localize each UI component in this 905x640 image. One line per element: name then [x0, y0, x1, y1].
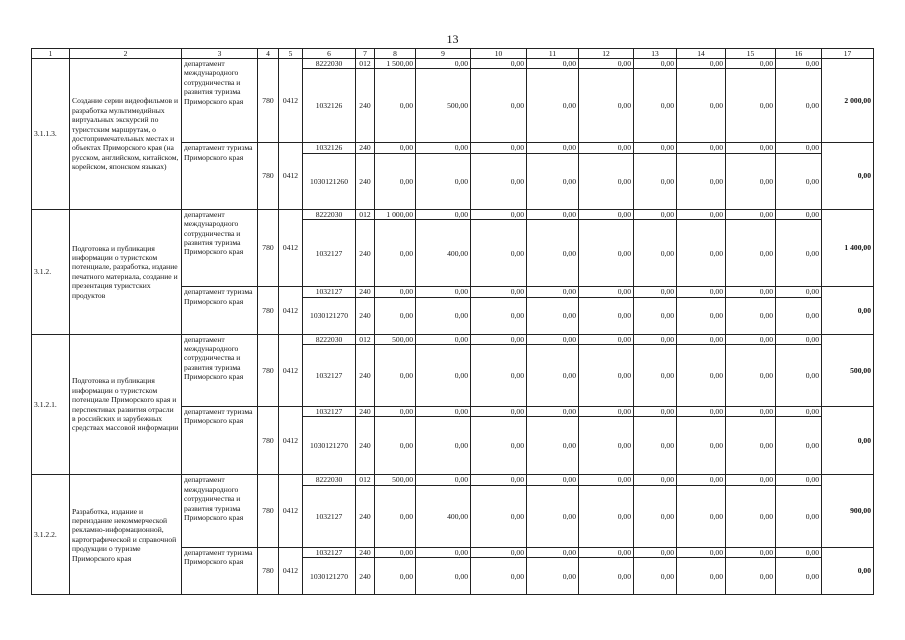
- amount-cell: 0,00: [416, 417, 471, 475]
- amount-cell: 0,00: [471, 334, 527, 344]
- amount-cell: 0,00: [527, 334, 579, 344]
- amount-cell: 0,00: [579, 220, 634, 287]
- amount-cell: 0,00: [677, 69, 726, 143]
- code-target: 8222030: [303, 475, 356, 485]
- amount-cell: 0,00: [471, 143, 527, 153]
- column-header: 11: [527, 49, 579, 59]
- amount-cell: 0,00: [634, 345, 677, 407]
- amount-cell: 0,00: [776, 475, 822, 485]
- amount-cell: 0,00: [634, 287, 677, 297]
- amount-cell: 0,00: [471, 407, 527, 417]
- amount-cell: 0,00: [726, 209, 776, 219]
- budget-table: [31, 48, 874, 595]
- amount-cell: 0,00: [677, 59, 726, 69]
- amount-cell: 0,00: [416, 287, 471, 297]
- amount-cell: 0,00: [416, 407, 471, 417]
- amount-cell: 0,00: [634, 547, 677, 557]
- total-amount: 0,00: [822, 407, 874, 475]
- amount-cell: 0,00: [776, 220, 822, 287]
- item-index: 3.1.2.2.: [32, 475, 70, 595]
- amount-cell: 0,00: [726, 69, 776, 143]
- item-index: 3.1.2.: [32, 209, 70, 334]
- amount-cell: 0,00: [726, 220, 776, 287]
- code-type: 240: [356, 143, 375, 153]
- column-header: 8: [375, 49, 416, 59]
- amount-cell: 0,00: [677, 558, 726, 595]
- amount-cell: 0,00: [726, 558, 776, 595]
- code-ministry: 780: [258, 209, 279, 286]
- amount-cell: 0,00: [527, 69, 579, 143]
- amount-cell: 0,00: [375, 220, 416, 287]
- amount-cell: 0,00: [527, 209, 579, 219]
- amount-cell: 0,00: [776, 345, 822, 407]
- code-section: 0412: [279, 287, 303, 334]
- amount-cell: 0,00: [375, 143, 416, 153]
- code-type: 012: [356, 209, 375, 219]
- amount-cell: 0,00: [634, 297, 677, 334]
- amount-cell: 0,00: [471, 475, 527, 485]
- code-target: 1030121260: [303, 153, 356, 209]
- code-target: 1032126: [303, 69, 356, 143]
- amount-cell: 0,00: [471, 297, 527, 334]
- column-header: 5: [279, 49, 303, 59]
- column-header: 13: [634, 49, 677, 59]
- amount-cell: 0,00: [677, 475, 726, 485]
- code-section: 0412: [279, 59, 303, 143]
- code-section: 0412: [279, 407, 303, 475]
- amount-cell: 0,00: [579, 475, 634, 485]
- amount-cell: 0,00: [776, 417, 822, 475]
- total-amount: 1 400,00: [822, 209, 874, 286]
- item-index: 3.1.1.3.: [32, 59, 70, 210]
- amount-cell: 0,00: [375, 297, 416, 334]
- code-type: 240: [356, 558, 375, 595]
- amount-cell: 0,00: [579, 417, 634, 475]
- amount-cell: 0,00: [776, 547, 822, 557]
- amount-cell: 0,00: [416, 334, 471, 344]
- table-row: [32, 209, 874, 219]
- table-row: [32, 475, 874, 485]
- amount-cell: 1 000,00: [375, 209, 416, 219]
- item-index: 3.1.2.1.: [32, 334, 70, 475]
- amount-cell: 0,00: [677, 287, 726, 297]
- amount-cell: 0,00: [579, 297, 634, 334]
- amount-cell: 0,00: [634, 485, 677, 547]
- amount-cell: 1 500,00: [375, 59, 416, 69]
- code-target: 8222030: [303, 59, 356, 69]
- amount-cell: 0,00: [527, 59, 579, 69]
- responsible-org: департамент международного сотрудничества и развития туризма Приморского края: [182, 209, 258, 286]
- amount-cell: 0,00: [375, 558, 416, 595]
- amount-cell: 0,00: [776, 407, 822, 417]
- amount-cell: 0,00: [579, 143, 634, 153]
- amount-cell: 0,00: [726, 287, 776, 297]
- table-row: [32, 334, 874, 344]
- amount-cell: 0,00: [527, 297, 579, 334]
- column-header: 15: [726, 49, 776, 59]
- amount-cell: 0,00: [776, 209, 822, 219]
- amount-cell: 0,00: [527, 558, 579, 595]
- amount-cell: 0,00: [776, 153, 822, 209]
- amount-cell: 0,00: [634, 475, 677, 485]
- amount-cell: 0,00: [471, 220, 527, 287]
- amount-cell: 0,00: [527, 153, 579, 209]
- amount-cell: 0,00: [527, 547, 579, 557]
- code-type: 240: [356, 485, 375, 547]
- amount-cell: 0,00: [471, 59, 527, 69]
- amount-cell: 0,00: [416, 59, 471, 69]
- code-type: 240: [356, 407, 375, 417]
- amount-cell: 0,00: [726, 475, 776, 485]
- code-type: 012: [356, 475, 375, 485]
- amount-cell: 0,00: [634, 69, 677, 143]
- total-amount: 0,00: [822, 287, 874, 334]
- amount-cell: 500,00: [375, 334, 416, 344]
- amount-cell: 0,00: [579, 59, 634, 69]
- code-type: 240: [356, 547, 375, 557]
- code-section: 0412: [279, 547, 303, 594]
- amount-cell: 0,00: [579, 407, 634, 417]
- amount-cell: 0,00: [527, 287, 579, 297]
- code-target: 1032127: [303, 220, 356, 287]
- amount-cell: 0,00: [677, 153, 726, 209]
- column-header: 16: [776, 49, 822, 59]
- amount-cell: 0,00: [634, 143, 677, 153]
- amount-cell: 0,00: [579, 558, 634, 595]
- amount-cell: 500,00: [375, 475, 416, 485]
- code-type: 240: [356, 69, 375, 143]
- amount-cell: 0,00: [579, 345, 634, 407]
- code-ministry: 780: [258, 407, 279, 475]
- amount-cell: 0,00: [416, 143, 471, 153]
- column-header: 7: [356, 49, 375, 59]
- code-ministry: 780: [258, 547, 279, 594]
- amount-cell: 0,00: [677, 407, 726, 417]
- amount-cell: 0,00: [677, 417, 726, 475]
- responsible-org: департамент туризма Приморского края: [182, 547, 258, 594]
- amount-cell: 0,00: [634, 334, 677, 344]
- amount-cell: 0,00: [527, 407, 579, 417]
- amount-cell: 0,00: [726, 153, 776, 209]
- amount-cell: 0,00: [471, 69, 527, 143]
- amount-cell: 0,00: [527, 143, 579, 153]
- amount-cell: 0,00: [677, 547, 726, 557]
- code-type: 240: [356, 297, 375, 334]
- column-header: 14: [677, 49, 726, 59]
- code-ministry: 780: [258, 475, 279, 547]
- amount-cell: 0,00: [579, 485, 634, 547]
- amount-cell: 0,00: [634, 59, 677, 69]
- total-amount: 2 000,00: [822, 59, 874, 143]
- amount-cell: 0,00: [776, 558, 822, 595]
- column-header: 10: [471, 49, 527, 59]
- column-header: 9: [416, 49, 471, 59]
- amount-cell: 0,00: [634, 209, 677, 219]
- code-type: 012: [356, 334, 375, 344]
- amount-cell: 0,00: [726, 547, 776, 557]
- amount-cell: 0,00: [677, 334, 726, 344]
- amount-cell: 0,00: [416, 345, 471, 407]
- column-header: 17: [822, 49, 874, 59]
- amount-cell: 0,00: [375, 485, 416, 547]
- amount-cell: 0,00: [776, 143, 822, 153]
- amount-cell: 0,00: [634, 153, 677, 209]
- amount-cell: 0,00: [471, 558, 527, 595]
- code-type: 240: [356, 287, 375, 297]
- item-name: Подготовка и публикация информации о туристском потенциале Приморского края и перспективах развития отрасли в российских и зарубежных средствах массовой информации: [70, 334, 182, 475]
- amount-cell: 400,00: [416, 485, 471, 547]
- amount-cell: 0,00: [677, 143, 726, 153]
- code-ministry: 780: [258, 143, 279, 209]
- amount-cell: 0,00: [416, 475, 471, 485]
- amount-cell: 0,00: [726, 417, 776, 475]
- amount-cell: 0,00: [579, 69, 634, 143]
- code-ministry: 780: [258, 287, 279, 334]
- total-amount: 500,00: [822, 334, 874, 406]
- code-ministry: 780: [258, 59, 279, 143]
- amount-cell: 0,00: [677, 345, 726, 407]
- code-section: 0412: [279, 475, 303, 547]
- column-header: 1: [32, 49, 70, 59]
- amount-cell: 0,00: [375, 69, 416, 143]
- column-header: 2: [70, 49, 182, 59]
- amount-cell: 0,00: [416, 297, 471, 334]
- amount-cell: 0,00: [375, 407, 416, 417]
- amount-cell: 0,00: [776, 69, 822, 143]
- amount-cell: 0,00: [416, 153, 471, 209]
- amount-cell: 0,00: [776, 59, 822, 69]
- responsible-org: департамент международного сотрудничества и развития туризма Приморского края: [182, 334, 258, 406]
- amount-cell: 0,00: [527, 345, 579, 407]
- amount-cell: 0,00: [375, 287, 416, 297]
- responsible-org: департамент туризма Приморского края: [182, 407, 258, 475]
- amount-cell: 0,00: [726, 59, 776, 69]
- item-name: Создание серии видеофильмов и разработка мультимедийных виртуальных экскурсий по туристским маршрутам, о достопримечательных местах и объектах Приморского края (на русском, английском, китайском, корейском, японском языках): [70, 59, 182, 210]
- code-type: 240: [356, 417, 375, 475]
- code-target: 8222030: [303, 334, 356, 344]
- amount-cell: 0,00: [471, 417, 527, 475]
- code-section: 0412: [279, 209, 303, 286]
- amount-cell: 0,00: [634, 417, 677, 475]
- responsible-org: департамент туризма Приморского края: [182, 287, 258, 334]
- responsible-org: департамент международного сотрудничества и развития туризма Приморского края: [182, 59, 258, 143]
- code-type: 012: [356, 59, 375, 69]
- amount-cell: 0,00: [527, 485, 579, 547]
- code-target: 1032127: [303, 547, 356, 557]
- code-target: 8222030: [303, 209, 356, 219]
- total-amount: 900,00: [822, 475, 874, 547]
- amount-cell: 0,00: [579, 287, 634, 297]
- amount-cell: 0,00: [776, 485, 822, 547]
- amount-cell: 0,00: [726, 143, 776, 153]
- item-name: Разработка, издание и переиздание некоммерческой рекламно-информационной, картографической и справочной продукции о туризме Приморского края: [70, 475, 182, 595]
- code-type: 240: [356, 345, 375, 407]
- column-header: 4: [258, 49, 279, 59]
- amount-cell: 0,00: [677, 209, 726, 219]
- code-target: 1032127: [303, 345, 356, 407]
- column-header: 3: [182, 49, 258, 59]
- amount-cell: 0,00: [634, 558, 677, 595]
- code-section: 0412: [279, 334, 303, 406]
- code-type: 240: [356, 153, 375, 209]
- code-target: 1030121270: [303, 297, 356, 334]
- amount-cell: 0,00: [726, 345, 776, 407]
- amount-cell: 0,00: [677, 220, 726, 287]
- amount-cell: 0,00: [527, 475, 579, 485]
- item-name: Подготовка и публикация информации о туристском потенциале, разработка, издание печатного материала, создание и презентация туристских продуктов: [70, 209, 182, 334]
- amount-cell: 0,00: [726, 297, 776, 334]
- amount-cell: 0,00: [776, 287, 822, 297]
- amount-cell: 0,00: [677, 297, 726, 334]
- header-row: [32, 49, 874, 59]
- table-row: [32, 59, 874, 69]
- code-target: 1030121270: [303, 417, 356, 475]
- column-header: 6: [303, 49, 356, 59]
- responsible-org: департамент туризма Приморского края: [182, 143, 258, 209]
- code-section: 0412: [279, 143, 303, 209]
- amount-cell: 0,00: [471, 287, 527, 297]
- code-target: 1032127: [303, 407, 356, 417]
- amount-cell: 0,00: [416, 547, 471, 557]
- column-header: 12: [579, 49, 634, 59]
- amount-cell: 0,00: [375, 345, 416, 407]
- amount-cell: 0,00: [579, 334, 634, 344]
- code-target: 1032127: [303, 287, 356, 297]
- amount-cell: 0,00: [726, 334, 776, 344]
- amount-cell: 0,00: [579, 547, 634, 557]
- code-target: 1032126: [303, 143, 356, 153]
- code-ministry: 780: [258, 334, 279, 406]
- amount-cell: 0,00: [579, 153, 634, 209]
- amount-cell: 0,00: [776, 334, 822, 344]
- total-amount: 0,00: [822, 547, 874, 594]
- amount-cell: 0,00: [416, 209, 471, 219]
- amount-cell: 0,00: [375, 547, 416, 557]
- amount-cell: 0,00: [471, 153, 527, 209]
- amount-cell: 0,00: [726, 407, 776, 417]
- amount-cell: 0,00: [471, 209, 527, 219]
- amount-cell: 0,00: [527, 220, 579, 287]
- amount-cell: 0,00: [416, 558, 471, 595]
- amount-cell: 0,00: [579, 209, 634, 219]
- amount-cell: 0,00: [527, 417, 579, 475]
- amount-cell: 0,00: [375, 153, 416, 209]
- total-amount: 0,00: [822, 143, 874, 209]
- amount-cell: 0,00: [677, 485, 726, 547]
- amount-cell: 0,00: [375, 417, 416, 475]
- amount-cell: 0,00: [471, 485, 527, 547]
- page-number: 13: [446, 32, 459, 46]
- amount-cell: 0,00: [634, 407, 677, 417]
- code-target: 1030121270: [303, 558, 356, 595]
- code-type: 240: [356, 220, 375, 287]
- amount-cell: 0,00: [471, 547, 527, 557]
- amount-cell: 500,00: [416, 69, 471, 143]
- amount-cell: 400,00: [416, 220, 471, 287]
- amount-cell: 0,00: [726, 485, 776, 547]
- code-target: 1032127: [303, 485, 356, 547]
- amount-cell: 0,00: [634, 220, 677, 287]
- responsible-org: департамент международного сотрудничества и развития туризма Приморского края: [182, 475, 258, 547]
- amount-cell: 0,00: [471, 345, 527, 407]
- amount-cell: 0,00: [776, 297, 822, 334]
